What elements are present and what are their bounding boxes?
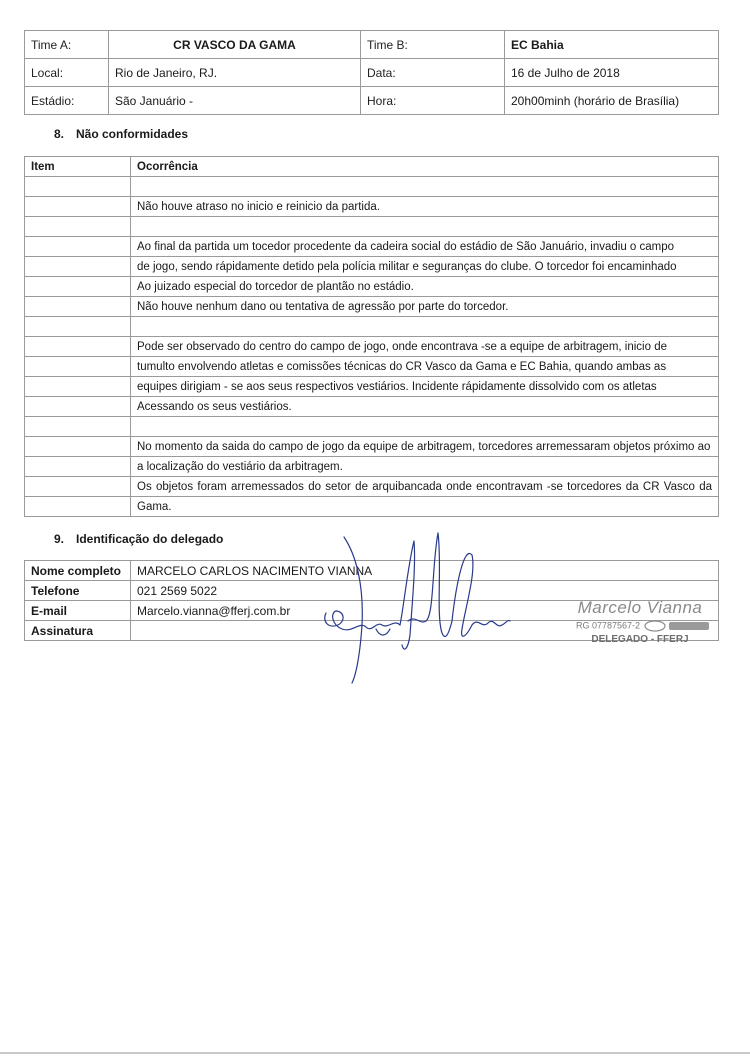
stamp-rg-text: RG 07787567-2 [576,620,641,631]
section-8-heading [54,127,188,141]
nc-item-cell [25,177,131,197]
nc-item-cell [25,397,131,417]
team-row [25,31,719,59]
stadium-row [25,87,719,115]
section-8-number: 8. [54,127,65,141]
nc-item-cell [25,377,131,397]
nc-header-row [25,157,719,177]
nc-row [25,217,719,237]
delegate-name-label: Nome completo [25,561,131,581]
section-9-number: 9. [54,532,65,546]
local-row [25,59,719,87]
nc-row [25,237,719,257]
date-label: Data: [361,59,505,87]
stadium-value: São Januário - [109,87,361,115]
delegate-phone-label: Telefone [25,581,131,601]
section-8-title: Não conformidades [76,127,189,141]
date-value: 16 de Julho de 2018 [505,59,719,87]
nc-occurrence-cell: Não houve nenhum dano ou tentativa de agressão por parte do torcedor. [131,297,719,317]
local-value: Rio de Janeiro, RJ. [109,59,361,87]
nc-occurrence-cell: Ao juizado especial do torcedor de plantão no estádio. [131,277,719,297]
nc-row [25,337,719,357]
nc-header-item: Item [25,157,131,177]
nc-occurrence-cell: No momento da saida do campo de jogo da equipe de arbitragem, torcedores arremessaram objetos próximo ao [131,437,719,457]
nc-occurrence-cell [131,317,719,337]
nc-occurrence-cell: Os objetos foram arremessados do setor de arquibancada onde encontravam -se torcedores da CR Vasco da [131,477,719,497]
delegate-signature-label: Assinatura [25,621,131,641]
nc-row [25,477,719,497]
nc-occurrence-cell: Não houve atraso no inicio e reinicio da partida. [131,197,719,217]
nc-occurrence-cell: Acessando os seus vestiários. [131,397,719,417]
nc-row [25,417,719,437]
nc-item-cell [25,277,131,297]
nc-item-cell [25,457,131,477]
nc-row [25,357,719,377]
nc-row [25,497,719,517]
nc-item-cell [25,197,131,217]
nc-item-cell [25,257,131,277]
nc-item-cell [25,297,131,317]
stamp-name: Marcelo Vianna [577,598,703,617]
nc-row [25,197,719,217]
section-9-heading [54,532,223,546]
nc-row [25,177,719,197]
nc-row [25,457,719,477]
team-b-value: EC Bahia [505,31,719,59]
nc-occurrence-cell: equipes dirigiam - se aos seus respectivos vestiários. Incidente rápidamente dissolvido com os atletas [131,377,719,397]
nc-item-cell [25,357,131,377]
nc-row [25,277,719,297]
nc-item-cell [25,237,131,257]
nc-item-cell [25,437,131,457]
page-bottom-rule [0,1052,750,1054]
delegate-email-value: Marcelo.vianna@fferj.com.br [131,601,719,621]
delegate-phone-value: 021 2569 5022 [131,581,719,601]
nc-body [25,177,719,517]
nc-row [25,257,719,277]
time-label: Hora: [361,87,505,115]
section-9-title: Identificação do delegado [76,532,224,546]
nc-row [25,317,719,337]
stamp-role: DELEGADO - FFERJ [591,634,689,645]
nonconformities-table [24,156,719,517]
nc-header-occurrence: Ocorrência [131,157,719,177]
nc-occurrence-cell [131,177,719,197]
stamp-rg [560,620,720,632]
match-info-table [24,30,719,115]
nc-item-cell [25,337,131,357]
local-label: Local: [25,59,109,87]
fferj-logo-icon [643,620,713,632]
delegate-email-label: E-mail [25,601,131,621]
delegate-stamp [560,598,720,645]
team-a-label: Time A: [25,31,109,59]
delegate-name-value: MARCELO CARLOS NACIMENTO VIANNA [131,561,719,581]
handwritten-signature [316,525,516,685]
nc-occurrence-cell: Pode ser observado do centro do campo de jogo, onde encontrava -se a equipe de arbitragem, inicio de [131,337,719,357]
nc-occurrence-cell [131,417,719,437]
nc-row [25,397,719,417]
nc-occurrence-cell: tumulto envolvendo atletas e comissões técnicas do CR Vasco da Gama e EC Bahia, quando ambas as [131,357,719,377]
nc-item-cell [25,217,131,237]
stadium-label: Estádio: [25,87,109,115]
nc-item-cell [25,497,131,517]
nc-item-cell [25,477,131,497]
nc-occurrence-cell [131,217,719,237]
nc-occurrence-cell: Gama. [131,497,719,517]
team-a-value: CR VASCO DA GAMA [109,31,361,59]
nc-item-cell [25,317,131,337]
nc-occurrence-cell: a localização do vestiário da arbitragem. [131,457,719,477]
team-b-label: Time B: [361,31,505,59]
nc-occurrence-cell: de jogo, sendo rápidamente detido pela polícia militar e seguranças do clube. O torcedor foi encaminhado [131,257,719,277]
nc-row [25,377,719,397]
nc-row [25,297,719,317]
nc-row [25,437,719,457]
time-value: 20h00minh (horário de Brasília) [505,87,719,115]
nc-occurrence-cell: Ao final da partida um tocedor procedente da cadeira social do estádio de São Januário, invadiu o campo [131,237,719,257]
nc-item-cell [25,417,131,437]
